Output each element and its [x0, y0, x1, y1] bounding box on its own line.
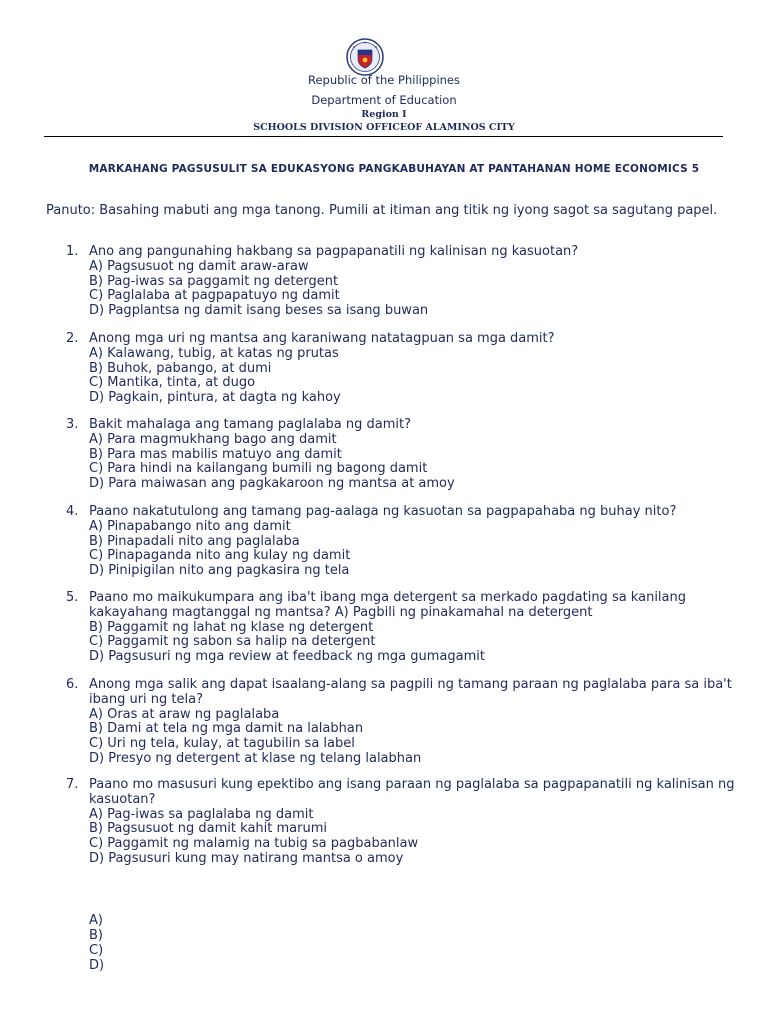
question-number: 5.	[66, 590, 79, 605]
option-a: A) Pinapabango nito ang damit	[89, 518, 291, 534]
question-stem: Bakit mahalaga ang tamang paglalaba ng damit?	[89, 417, 412, 432]
option-d: D) Pagsusuri ng mga review at feedback ng mga gumagamit	[89, 649, 485, 665]
option-b: B) Paggamit ng lahat ng klase ng detergent	[89, 619, 374, 635]
option-c: C) Paggamit ng sabon sa halip na detergent	[89, 634, 376, 650]
option-b: B) Buhok, pabango, at dumi	[89, 360, 272, 376]
question-number: 3.	[66, 417, 79, 432]
option-c: C) Uri ng tela, kulay, at tagubilin sa label	[89, 736, 355, 752]
option-d: D) Pagsusuri kung may natirang mantsa o amoy	[89, 850, 404, 866]
option-c: C) Para hindi na kailangang bumili ng bagong damit	[89, 461, 428, 477]
option-c: C) Paglalaba at pagpapatuyo ng damit	[89, 288, 340, 304]
question-6	[66, 678, 736, 767]
option-a: A) Para magmukhang bago ang damit	[89, 431, 337, 447]
option-d: D) Para maiwasan ang pagkakaroon ng mantsa at amoy	[89, 476, 455, 492]
question-number: 4.	[66, 504, 79, 519]
instructions: Panuto: Basahing mabuti ang mga tanong. Pumili at itiman ang titik ng iyong sagot sa sagutang papel.	[46, 203, 718, 218]
header-divider	[44, 136, 723, 137]
option-c: C) Pinapaganda nito ang kulay ng damit	[89, 548, 351, 564]
option-d: D) Pinipigilan nito ang pagkasira ng tela	[89, 563, 350, 579]
header-division: SCHOOLS DIVISION OFFICEOF ALAMINOS CITY	[253, 122, 515, 133]
question-number: 6.	[66, 677, 79, 692]
deped-seal-icon	[346, 38, 384, 76]
blank-choice-d: D)	[89, 958, 105, 973]
question-stem: Paano mo masusuri kung epektibo ang isang paraan ng paglalaba sa pagpapanatili ng kalinisan ng kasuotan?	[89, 777, 735, 807]
blank-choice-b: B)	[89, 928, 103, 943]
option-a: A) Oras at araw ng paglalaba	[89, 706, 280, 722]
option-b: B) Para mas mabilis matuyo ang damit	[89, 446, 342, 462]
question-7	[66, 778, 736, 867]
blank-choice-a: A)	[89, 913, 103, 928]
question-stem: Paano mo maikukumpara ang iba't ibang mga detergent sa merkado pagdating sa kanilang kakayahang magtanggal ng mantsa? A) Pagbili ng pinakamahal na detergent	[89, 590, 686, 620]
blank-choices	[89, 913, 104, 973]
question-number: 1.	[66, 244, 79, 259]
option-b: B) Pag-iwas sa paggamit ng detergent	[89, 273, 339, 289]
question-stem: Ano ang pangunahing hakbang sa pagpapanatili ng kalinisan ng kasuotan?	[89, 244, 579, 259]
question-number: 7.	[66, 777, 79, 792]
option-c: C) Paggamit ng malamig na tubig sa pagbabanlaw	[89, 836, 419, 852]
blank-choice-c: C)	[89, 943, 104, 958]
option-c: C) Mantika, tinta, at dugo	[89, 375, 256, 391]
option-d: D) Presyo ng detergent at klase ng telang lalabhan	[89, 750, 422, 766]
option-b: B) Dami at tela ng mga damit na lalabhan	[89, 721, 364, 737]
option-b: B) Pinapadali nito ang paglalaba	[89, 533, 300, 549]
question-5	[66, 591, 736, 665]
question-4	[66, 505, 736, 579]
question-stem: Anong mga salik ang dapat isaalang-alang sa pagpili ng tamang paraan ng paglalaba para sa iba't ibang uri ng tela?	[89, 677, 732, 707]
option-a: A) Pagsusuot ng damit araw-araw	[89, 258, 309, 274]
question-2	[66, 332, 736, 406]
question-number: 2.	[66, 331, 79, 346]
option-b: B) Pagsusuot ng damit kahit marumi	[89, 821, 327, 837]
question-stem: Anong mga uri ng mantsa ang karaniwang natatagpuan sa mga damit?	[89, 331, 555, 346]
header-department: Department of Education	[311, 93, 457, 107]
exam-title: MARKAHANG PAGSUSULIT SA EDUKASYONG PANGKABUHAYAN AT PANTAHANAN HOME ECONOMICS 5	[88, 163, 700, 175]
header-region: Region I	[361, 109, 407, 120]
option-a: A) Pag-iwas sa paglalaba ng damit	[89, 806, 314, 822]
option-d: D) Pagplantsa ng damit isang beses sa isang buwan	[89, 303, 429, 319]
option-a: A) Kalawang, tubig, at katas ng prutas	[89, 345, 339, 361]
header-republic: Republic of the Philippines	[307, 73, 461, 87]
question-1	[66, 245, 736, 319]
question-stem: Paano nakatutulong ang tamang pag-aalaga ng kasuotan sa pagpapahaba ng buhay nito?	[89, 504, 677, 519]
question-3	[66, 418, 736, 492]
option-d: D) Pagkain, pintura, at dagta ng kahoy	[89, 390, 341, 406]
